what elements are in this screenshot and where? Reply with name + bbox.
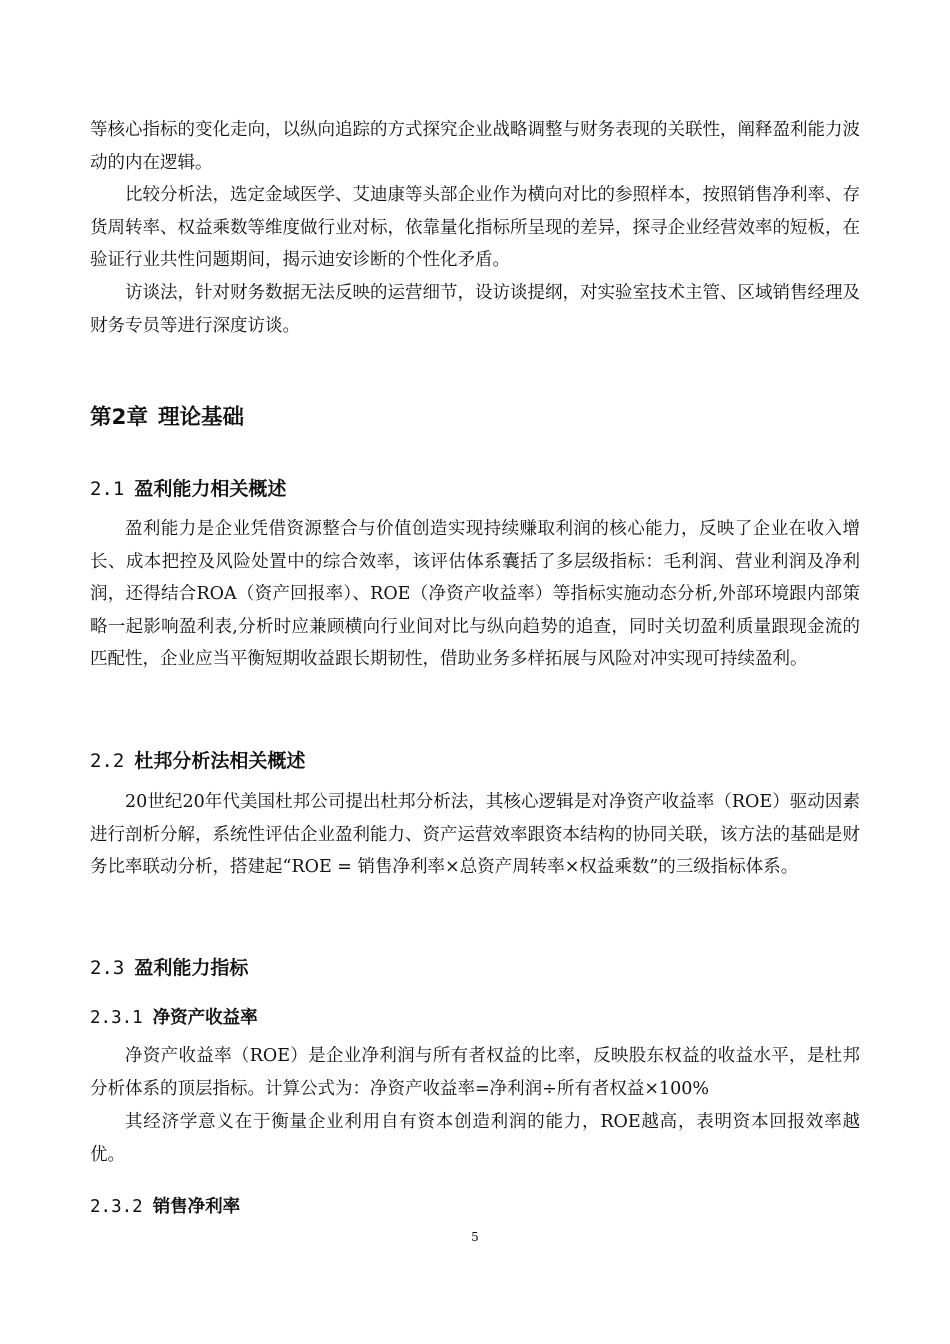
paragraph-text: 访谈法，针对财务数据无法反映的运营细节，设访谈提纲，对实验室技术主管、区域销售经理及财务专员等进行深度访谈。: [90, 283, 860, 336]
section-heading-2-2: [90, 748, 305, 774]
paragraph-profitability-overview: [90, 513, 860, 676]
page-number: 5: [471, 1230, 479, 1244]
paragraph-text: 净资产收益率（ROE）是企业净利润与所有者权益的比率，反映股东权益的收益水平，是杜邦分析体系的顶层指标。计算公式为：净资产收益率=净利润÷所有者权益×100%: [90, 1046, 860, 1099]
subsection-heading-2-3-2: [90, 1195, 240, 1219]
paragraph-text: 盈利能力是企业凭借资源整合与价值创造实现持续赚取利润的核心能力，反映了企业在收入增长、成本把控及风险处置中的综合效率，该评估体系囊括了多层级指标：毛利润、营业利润及净利润，还得结合ROA（资产回报率）、ROE（净资产收益率）等指标实施动态分析,外部环境跟内部策略一起影响盈利表,分析时应兼顾横向行业间对比与纵向趋势的追查，同时关切盈利质量跟现金流的匹配性，企业应当平衡短期收益跟长期韧性，借助业务多样拓展与风险对冲实现可持续盈利。: [90, 519, 860, 670]
section-number: 2.2: [90, 750, 125, 772]
section-title: 盈利能力相关概述: [134, 478, 287, 500]
section-heading-2-3: [90, 955, 248, 981]
section-title: 盈利能力指标: [134, 957, 249, 979]
paragraph-interview-method: [90, 277, 860, 342]
section-number: 2.3: [90, 957, 125, 979]
section-number: 2.1: [90, 478, 125, 500]
paragraph-text: 等核心指标的变化走向，以纵向追踪的方式探究企业战略调整与财务表现的关联性，阐释盈利能力波动的内在逻辑。: [90, 120, 860, 173]
subsection-title: 销售净利率: [152, 1197, 241, 1217]
paragraph-dupont-overview: [90, 786, 860, 884]
paragraph-continued: [90, 114, 860, 179]
chapter-title: 理论基础: [157, 405, 244, 430]
subsection-heading-2-3-1: [90, 1006, 258, 1030]
chapter-heading: [90, 404, 244, 432]
paragraph-roe-meaning: [90, 1106, 860, 1171]
subsection-number: 2.3.2: [90, 1197, 143, 1217]
subsection-title: 净资产收益率: [152, 1008, 258, 1028]
chapter-number: 第2章: [90, 405, 148, 430]
subsection-number: 2.3.1: [90, 1008, 143, 1028]
section-title: 杜邦分析法相关概述: [134, 750, 306, 772]
paragraph-text: 比较分析法，选定金域医学、艾迪康等头部企业作为横向对比的参照样本，按照销售净利率、存货周转率、权益乘数等维度做行业对标，依靠量化指标所呈现的差异，探寻企业经营效率的短板，在验证行业共性问题期间，揭示迪安诊断的个性化矛盾。: [90, 185, 860, 271]
paragraph-text: 20世纪20年代美国杜邦公司提出杜邦分析法，其核心逻辑是对净资产收益率（ROE）驱动因素进行剖析分解，系统性评估企业盈利能力、资产运营效率跟资本结构的协同关联，该方法的基础是财务比率联动分析，搭建起“ROE = 销售净利率×总资产周转率×权益乘数”的三级指标体系。: [90, 792, 860, 878]
paragraph-roe-definition: [90, 1040, 860, 1105]
paragraph-comparative-analysis: [90, 179, 860, 277]
paragraph-text: 其经济学意义在于衡量企业利用自有资本创造利润的能力，ROE越高，表明资本回报效率越优。: [90, 1112, 860, 1165]
section-heading-2-1: [90, 476, 286, 502]
